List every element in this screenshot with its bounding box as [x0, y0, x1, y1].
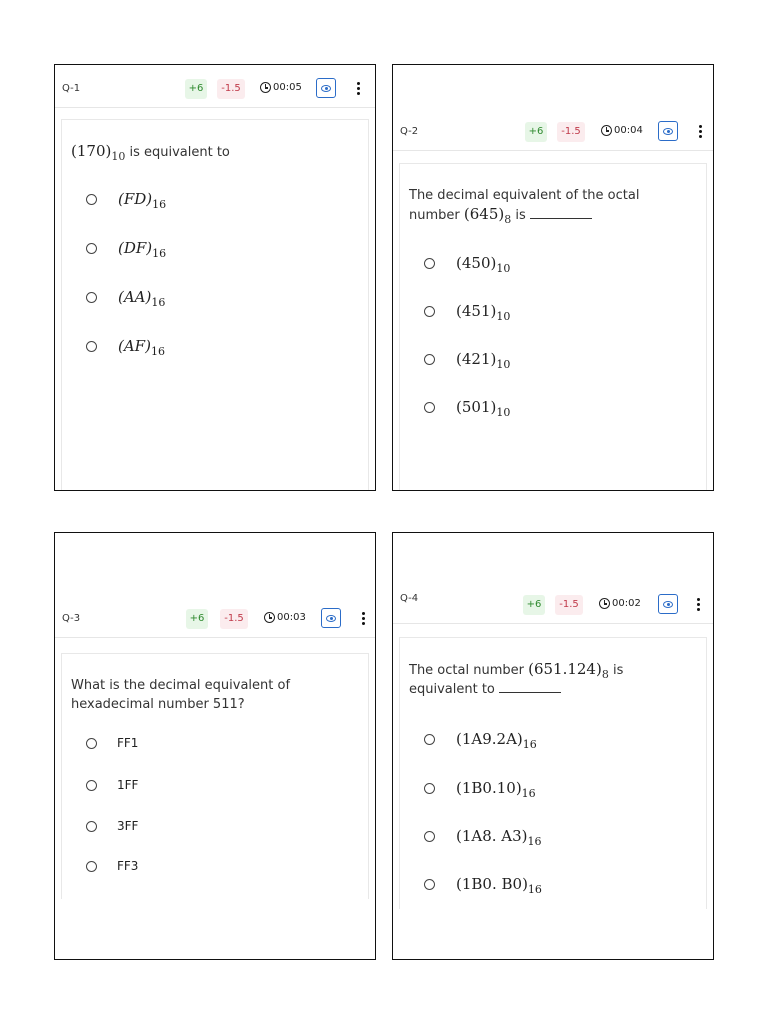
option-2[interactable]: [424, 302, 511, 323]
option-4[interactable]: [424, 875, 542, 896]
clock-icon: [260, 82, 271, 93]
eye-icon: [326, 615, 336, 622]
view-button[interactable]: [658, 594, 678, 614]
option-1[interactable]: [86, 190, 167, 211]
option-label: $(AA)_{16}$: [118, 288, 166, 309]
question-header: [393, 116, 713, 151]
option-4[interactable]: [86, 859, 138, 873]
radio-button[interactable]: [424, 306, 435, 317]
option-label: FF1: [117, 736, 139, 750]
timer-value: 00:02: [612, 598, 641, 609]
radio-button[interactable]: [86, 292, 97, 303]
more-options-icon[interactable]: [697, 598, 701, 613]
option-3[interactable]: [86, 819, 138, 833]
positive-marks-badge: +6: [185, 79, 207, 99]
option-4[interactable]: [424, 398, 511, 419]
option-2[interactable]: [86, 778, 138, 792]
radio-button[interactable]: [86, 738, 97, 749]
radio-button[interactable]: [424, 783, 435, 794]
question-text: What is the decimal equivalent of hexadecimal number 511?: [71, 678, 291, 712]
option-2[interactable]: [424, 779, 536, 800]
option-4[interactable]: [86, 337, 165, 358]
option-label: 1FF: [117, 778, 139, 792]
option-label: $(1B0.10)_{16}$: [456, 779, 536, 800]
negative-marks-badge: -1.5: [555, 595, 583, 615]
negative-marks-badge: -1.5: [217, 79, 245, 99]
option-label: $(AF)_{16}$: [118, 337, 165, 358]
question-header: [55, 73, 375, 108]
clock-icon: [264, 612, 275, 623]
option-1[interactable]: [424, 254, 511, 275]
option-label: $(451)_{10}$: [456, 302, 511, 323]
question-number: Q-3: [62, 613, 81, 624]
positive-marks-badge: +6: [186, 609, 208, 629]
question-header: [55, 603, 375, 638]
timer: [260, 82, 302, 93]
question-panel-4: [392, 532, 714, 960]
option-label: $(501)_{10}$: [456, 398, 511, 419]
more-options-icon[interactable]: [357, 82, 361, 97]
option-label: $(1A9.2A)_{16}$: [456, 730, 537, 751]
positive-marks-badge: +6: [525, 122, 547, 142]
radio-button[interactable]: [424, 354, 435, 365]
question-card: [61, 653, 369, 899]
option-label: $(DF)_{16}$: [118, 239, 167, 260]
option-label: (1A8. $A3)_{16}$: [456, 827, 542, 848]
question-number: Q-4: [400, 593, 419, 604]
radio-button[interactable]: [86, 194, 97, 205]
timer-value: 00:03: [277, 612, 306, 623]
view-button[interactable]: [316, 78, 336, 98]
question-text: $(170)_{10}$ is equivalent to: [71, 142, 230, 163]
negative-marks-badge: -1.5: [557, 122, 585, 142]
timer-value: 00:05: [273, 82, 302, 93]
question-number: Q-2: [400, 126, 419, 137]
option-label: FF3: [117, 859, 139, 873]
option-1[interactable]: [424, 730, 537, 751]
view-button[interactable]: [321, 608, 341, 628]
timer: [599, 598, 641, 609]
option-1[interactable]: [86, 736, 138, 750]
radio-button[interactable]: [86, 821, 97, 832]
radio-button[interactable]: [86, 861, 97, 872]
question-card: [399, 637, 707, 909]
view-button[interactable]: [658, 121, 678, 141]
eye-icon: [663, 128, 673, 135]
clock-icon: [599, 598, 610, 609]
radio-button[interactable]: [424, 258, 435, 269]
option-label: $(450)_{10}$: [456, 254, 511, 275]
option-2[interactable]: [86, 239, 167, 260]
option-3[interactable]: [424, 827, 542, 848]
radio-button[interactable]: [424, 402, 435, 413]
question-header: [393, 589, 713, 624]
question-card: [61, 119, 369, 490]
eye-icon: [663, 601, 673, 608]
question-panel-3: [54, 532, 376, 960]
question-text: The decimal equivalent of the octal number $(645)_8$ is: [409, 188, 640, 226]
more-options-icon[interactable]: [362, 612, 366, 627]
negative-marks-badge: -1.5: [220, 609, 248, 629]
radio-button[interactable]: [424, 734, 435, 745]
option-3[interactable]: [86, 288, 166, 309]
positive-marks-badge: +6: [523, 595, 545, 615]
question-number: Q-1: [62, 83, 81, 94]
more-options-icon[interactable]: [699, 125, 703, 140]
question-panel-2: [392, 64, 714, 491]
question-panel-1: [54, 64, 376, 491]
radio-button[interactable]: [424, 831, 435, 842]
timer: [601, 125, 643, 136]
radio-button[interactable]: [86, 243, 97, 254]
option-label: $(FD)_{16}$: [118, 190, 167, 211]
timer-value: 00:04: [614, 125, 643, 136]
radio-button[interactable]: [86, 341, 97, 352]
eye-icon: [321, 85, 331, 92]
question-text: The octal number $(651.124)_8$ is equivalent to: [409, 660, 624, 697]
timer: [264, 612, 306, 623]
option-label: 3FF: [117, 819, 139, 833]
radio-button[interactable]: [424, 879, 435, 890]
option-label: (1B0. $B0)_{16}$: [456, 875, 542, 896]
option-label: $(421)_{10}$: [456, 350, 511, 371]
option-3[interactable]: [424, 350, 511, 371]
radio-button[interactable]: [86, 780, 97, 791]
question-card: [399, 163, 707, 490]
clock-icon: [601, 125, 612, 136]
